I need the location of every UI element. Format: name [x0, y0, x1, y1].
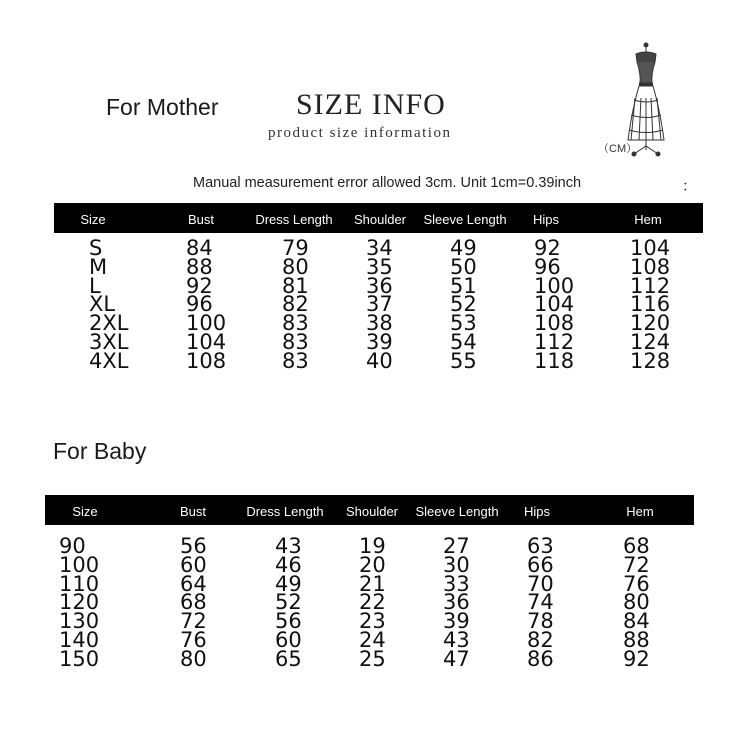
table-cell: 43 — [443, 627, 470, 652]
table-cell: 108 — [630, 254, 671, 279]
table-cell: 72 — [623, 552, 650, 577]
table-cell: 21 — [359, 571, 386, 596]
table-cell: 74 — [527, 590, 554, 615]
table-cell: 52 — [450, 292, 477, 317]
table-cell: 36 — [366, 273, 393, 298]
header-shoulder: Shoulder — [353, 212, 407, 227]
table-cell: 36 — [443, 590, 470, 615]
table-cell: 83 — [282, 311, 309, 336]
table-cell: 49 — [275, 571, 302, 596]
header-size: Size — [72, 504, 98, 519]
baby-col-size — [59, 534, 100, 671]
table-cell: 51 — [450, 273, 477, 298]
table-cell: 56 — [275, 609, 302, 634]
table-cell: 81 — [282, 273, 309, 298]
table-cell: 76 — [623, 571, 650, 596]
table-cell: 43 — [275, 534, 302, 558]
table-cell: 70 — [527, 571, 554, 596]
baby-col-sleeve-length — [443, 534, 470, 671]
table-cell: 112 — [534, 329, 575, 354]
table-cell: 22 — [359, 590, 386, 615]
table-cell: 63 — [527, 534, 554, 558]
table-cell: 80 — [282, 254, 309, 279]
table-cell: 66 — [527, 552, 554, 577]
table-cell: 112 — [630, 273, 671, 298]
header-sleeve-length: Sleeve Length — [423, 212, 507, 227]
header-shoulder: Shoulder — [345, 504, 399, 519]
table-cell: 40 — [366, 348, 393, 373]
table-cell: 104 — [630, 236, 671, 260]
header-bust: Bust — [179, 504, 207, 519]
table-cell: 108 — [186, 348, 227, 373]
table-cell: 39 — [366, 329, 393, 354]
table-cell: L — [89, 273, 101, 298]
table-cell: 39 — [443, 609, 470, 634]
table-cell: 83 — [282, 329, 309, 354]
table-cell: 88 — [623, 627, 650, 652]
table-cell: 108 — [534, 311, 575, 336]
table-cell: 20 — [359, 552, 386, 577]
mother-table-header — [54, 203, 703, 233]
unit-label: （CM） — [598, 143, 638, 155]
mother-col-bust — [186, 236, 227, 373]
table-cell: 64 — [180, 571, 207, 596]
table-cell: 92 — [534, 236, 561, 260]
table-cell: 19 — [359, 534, 386, 558]
table-cell: 35 — [366, 254, 393, 279]
baby-col-hem — [623, 534, 650, 671]
table-cell: 68 — [623, 534, 650, 558]
table-cell: 24 — [359, 627, 386, 652]
table-cell: 92 — [623, 646, 650, 671]
table-cell: 34 — [366, 236, 393, 260]
table-cell: 23 — [359, 609, 386, 634]
table-cell: 30 — [443, 552, 470, 577]
table-cell: 90 — [59, 534, 86, 558]
table-cell: 38 — [366, 311, 393, 336]
table-cell: 72 — [180, 609, 207, 634]
table-cell: 60 — [275, 627, 302, 652]
table-cell: 37 — [366, 292, 393, 317]
table-cell: 78 — [527, 609, 554, 634]
table-cell: 50 — [450, 254, 477, 279]
table-cell: 4XL — [89, 348, 129, 373]
table-cell: 150 — [59, 646, 100, 671]
table-cell: 49 — [450, 236, 477, 260]
table-cell: 96 — [534, 254, 561, 279]
table-cell: 83 — [282, 348, 309, 373]
table-cell: 104 — [534, 292, 575, 317]
baby-col-dress-length — [275, 534, 302, 671]
mother-section-title: For Mother — [106, 94, 219, 120]
table-cell: 118 — [534, 348, 575, 373]
baby-col-bust — [180, 534, 207, 671]
table-cell: 80 — [623, 590, 650, 615]
header-size: Size — [80, 212, 106, 227]
table-cell: 55 — [450, 348, 477, 373]
table-cell: 46 — [275, 552, 302, 577]
header-hips: Hips — [523, 504, 551, 519]
table-cell: 52 — [275, 590, 302, 615]
table-cell: 76 — [180, 627, 207, 652]
table-cell: 84 — [186, 236, 213, 260]
table-cell: S — [89, 236, 103, 260]
note-colon: ： — [682, 179, 697, 195]
header-hem: Hem — [626, 504, 654, 519]
table-cell: 120 — [59, 590, 100, 615]
table-cell: 124 — [630, 329, 671, 354]
table-cell: 116 — [630, 292, 671, 317]
header-bust: Bust — [187, 212, 215, 227]
size-info-title: SIZE INFO — [296, 88, 446, 121]
table-cell: 96 — [186, 292, 213, 317]
table-cell: 2XL — [89, 311, 129, 336]
table-cell: 100 — [186, 311, 227, 336]
table-cell: 104 — [186, 329, 227, 354]
table-cell: 130 — [59, 609, 100, 634]
table-cell: 120 — [630, 311, 671, 336]
table-cell: 84 — [623, 609, 650, 634]
mother-col-sleeve-length — [450, 236, 477, 373]
baby-col-hips — [527, 534, 554, 671]
table-cell: 88 — [186, 254, 213, 279]
baby-table-header — [45, 495, 694, 525]
table-cell: 27 — [443, 534, 470, 558]
table-cell: 128 — [630, 348, 671, 373]
mother-col-hips — [534, 236, 575, 373]
mother-col-dress-length — [282, 236, 309, 373]
table-cell: 60 — [180, 552, 207, 577]
table-cell: 3XL — [89, 329, 129, 354]
table-cell: 82 — [282, 292, 309, 317]
table-cell: 25 — [359, 646, 386, 671]
table-cell: 65 — [275, 646, 302, 671]
table-cell: 140 — [59, 627, 100, 652]
table-cell: 79 — [282, 236, 309, 260]
table-cell: 56 — [180, 534, 207, 558]
mother-col-hem — [630, 236, 671, 373]
header-dress-length: Dress Length — [246, 504, 324, 519]
table-cell: 86 — [527, 646, 554, 671]
measurement-note: Manual measurement error allowed 3cm. Unit 1cm=0.39inch — [193, 175, 582, 191]
table-cell: 68 — [180, 590, 207, 615]
table-cell: 53 — [450, 311, 477, 336]
table-cell: 33 — [443, 571, 470, 596]
table-cell: M — [89, 254, 108, 279]
table-cell: 47 — [443, 646, 470, 671]
mother-col-size — [89, 236, 129, 373]
table-cell: 92 — [186, 273, 213, 298]
table-cell: XL — [89, 292, 116, 317]
header-hem: Hem — [634, 212, 662, 227]
table-cell: 100 — [59, 552, 100, 577]
mother-col-shoulder — [366, 236, 393, 373]
header-hips: Hips — [532, 212, 560, 227]
table-cell: 110 — [59, 571, 100, 596]
table-cell: 82 — [527, 627, 554, 652]
size-info-subtitle: product size information — [268, 125, 452, 141]
baby-section-title: For Baby — [53, 438, 147, 464]
table-cell: 54 — [450, 329, 477, 354]
table-cell: 80 — [180, 646, 207, 671]
table-cell: 100 — [534, 273, 575, 298]
header-sleeve-length: Sleeve Length — [415, 504, 499, 519]
baby-col-shoulder — [359, 534, 386, 671]
header-dress-length: Dress Length — [255, 212, 333, 227]
